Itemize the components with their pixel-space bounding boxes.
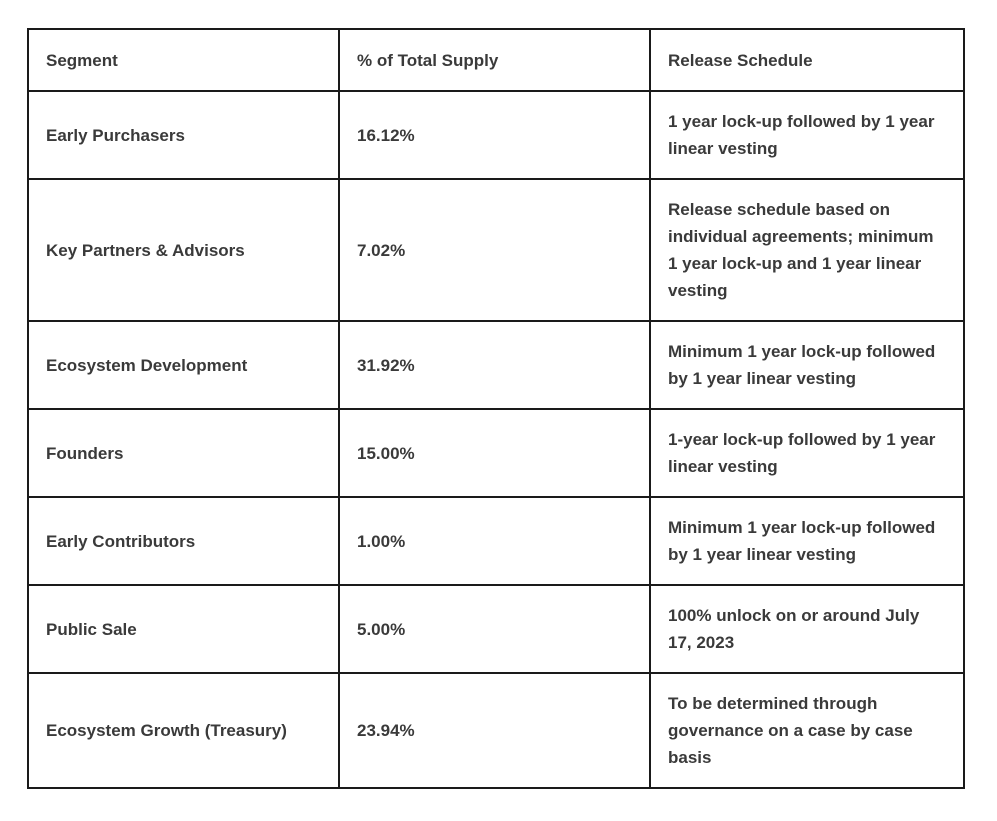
segment-cell: Early Contributors bbox=[28, 497, 339, 585]
percent-cell: 5.00% bbox=[339, 585, 650, 673]
table-row bbox=[28, 179, 964, 321]
header-percent: % of Total Supply bbox=[339, 29, 650, 91]
table-row bbox=[28, 673, 964, 788]
segment-cell: Public Sale bbox=[28, 585, 339, 673]
table-row bbox=[28, 409, 964, 497]
header-segment: Segment bbox=[28, 29, 339, 91]
schedule-cell: 1 year lock-up followed by 1 year linear vesting bbox=[650, 91, 964, 179]
table-row bbox=[28, 585, 964, 673]
segment-cell: Ecosystem Development bbox=[28, 321, 339, 409]
segment-cell: Founders bbox=[28, 409, 339, 497]
header-schedule: Release Schedule bbox=[650, 29, 964, 91]
schedule-cell: Minimum 1 year lock-up followed by 1 year linear vesting bbox=[650, 321, 964, 409]
schedule-cell: Release schedule based on individual agreements; minimum 1 year lock-up and 1 year linear vesting bbox=[650, 179, 964, 321]
table-row bbox=[28, 497, 964, 585]
token-supply-table bbox=[27, 28, 965, 789]
segment-cell: Ecosystem Growth (Treasury) bbox=[28, 673, 339, 788]
schedule-cell: 1-year lock-up followed by 1 year linear vesting bbox=[650, 409, 964, 497]
segment-cell: Key Partners & Advisors bbox=[28, 179, 339, 321]
percent-cell: 7.02% bbox=[339, 179, 650, 321]
schedule-cell: 100% unlock on or around July 17, 2023 bbox=[650, 585, 964, 673]
schedule-cell: Minimum 1 year lock-up followed by 1 year linear vesting bbox=[650, 497, 964, 585]
table-header-row bbox=[28, 29, 964, 91]
table-row bbox=[28, 91, 964, 179]
percent-cell: 15.00% bbox=[339, 409, 650, 497]
schedule-cell: To be determined through governance on a case by case basis bbox=[650, 673, 964, 788]
percent-cell: 31.92% bbox=[339, 321, 650, 409]
percent-cell: 23.94% bbox=[339, 673, 650, 788]
segment-cell: Early Purchasers bbox=[28, 91, 339, 179]
table-row bbox=[28, 321, 964, 409]
percent-cell: 1.00% bbox=[339, 497, 650, 585]
percent-cell: 16.12% bbox=[339, 91, 650, 179]
